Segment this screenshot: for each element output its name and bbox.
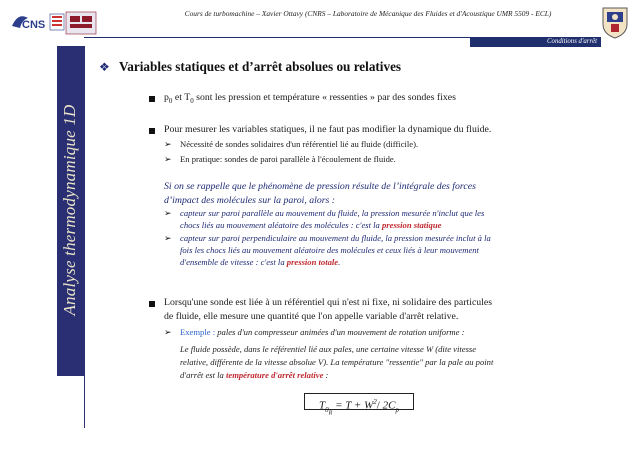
square-bullet-icon [149,96,155,102]
perpendicular-sensor-text: d'ensemble de vitesse : c'est la [180,257,287,267]
example-label: Exemple : [180,327,218,337]
example-text: pales d'un compresseur animées d'un mouvement de rotation uniforme : [217,327,465,337]
arrow-bullet-icon: ➢ [164,139,172,149]
static-pressure-term: pression statique [381,220,442,230]
sidebar-label: Analyse thermodynamique 1D [60,104,79,316]
pressure-remark-line1: Si on se rappelle que le phénomène de pression résulte de l’intégrale des forces [164,181,476,192]
sub-bullet-wall-probes: En pratique: sondes de paroi parallèle à l'écoulement de fluide. [180,154,396,164]
parallel-sensor-line1: capteur sur paroi parallèle au mouvement du fluide, la pression mesurée n'inclut que les [180,208,485,218]
slide-header [0,0,638,45]
example-detail-text: d'arrêt est la [180,370,226,380]
formula-lhs-sub: 0 [325,405,329,414]
formula-lhs: T [319,399,326,412]
parallel-sensor-text: chocs liés au mouvement aléatoire des molécules : c'est la [180,220,382,230]
example-detail-line1: Le fluide possède, dans le référentiel lié aux pales, une certaine vitesse W (dite vitesse [180,344,477,354]
pressure-remark-line2: d’impact des molécules sur la paroi, alors : [164,195,336,206]
arrow-bullet-icon: ➢ [164,233,172,243]
colon: : [323,370,329,380]
section-tag: Conditions d'arrêt [470,37,601,47]
square-bullet-icon [149,301,155,307]
relative-stagnation-temperature-term: température d'arrêt relative [226,370,324,380]
arrow-bullet-icon: ➢ [164,327,172,337]
symbol-t-sub: 0 [190,96,194,105]
fraction-slash: / [376,399,380,412]
bullet-text: sont les pression et température « ressenties » par des sondes fixes [193,92,456,103]
formula-lhs-subsub: R [328,410,333,417]
total-pressure-term: pression totale [286,257,339,267]
perpendicular-sensor-line3 [180,256,340,268]
institution-logos [8,6,100,38]
bullet-static-measurement: Pour mesurer les variables statiques, il ne faut pas modifier la dynamique du fluide. [164,124,492,135]
formula-rhs: = T + W [332,399,374,412]
content-divider [84,46,85,428]
arrow-bullet-icon: ➢ [164,208,172,218]
relative-probe-line1: Lorsqu'une sonde est liée à un référentiel qui n'est ni fixe, ni solidaire des particules [164,297,493,308]
svg-text:CNS: CNS [22,19,46,31]
parallel-sensor-line2 [180,219,441,231]
example-detail-line2: relative, différente de la vitesse absolue V). La température "ressentie" par la pale au point [180,357,494,367]
university-crest-icon [600,4,630,40]
symbol-p: p [164,92,169,103]
relative-probe-line2: de fluide, elle mesure une quantité que l'on appelle variable d'arrêt relative. [164,311,459,322]
slide-title: Variables statiques et d’arrêt absolues ou relatives [119,59,402,74]
formula-denominator-sub: p [395,405,399,414]
perpendicular-sensor-line1: capteur sur paroi perpendiculaire au mouvement du fluide, la pression mesurée inclut à la [180,233,491,243]
period: . [338,257,341,267]
example-line [180,326,464,338]
sub-bullet-probe-requirement: Nécessité de sondes solidaires d'un référentiel lié au fluide (difficile). [180,139,419,149]
relative-temperature-formula [304,393,414,417]
bullet-stagnation-definition [164,91,456,108]
course-title: Cours de turbomachine – Xavier Ottavy (CNRS – Laboratoire de Mécanique des Fluides et d'Acoustique UMR 5509 - ECL) [184,9,552,18]
formula-exponent: 2 [373,398,377,406]
symbol-t: et T [172,92,191,103]
arrow-bullet-icon: ➢ [164,154,172,164]
diamond-bullet-icon: ❖ [99,60,110,74]
formula-denominator: 2C [379,399,396,412]
square-bullet-icon [149,128,155,134]
example-detail-line3 [180,369,328,381]
symbol-p-sub: 0 [168,96,173,105]
perpendicular-sensor-line2: fois les chocs liés au mouvement aléatoire des molécules et ceux liés à leur mouvement [180,245,479,255]
